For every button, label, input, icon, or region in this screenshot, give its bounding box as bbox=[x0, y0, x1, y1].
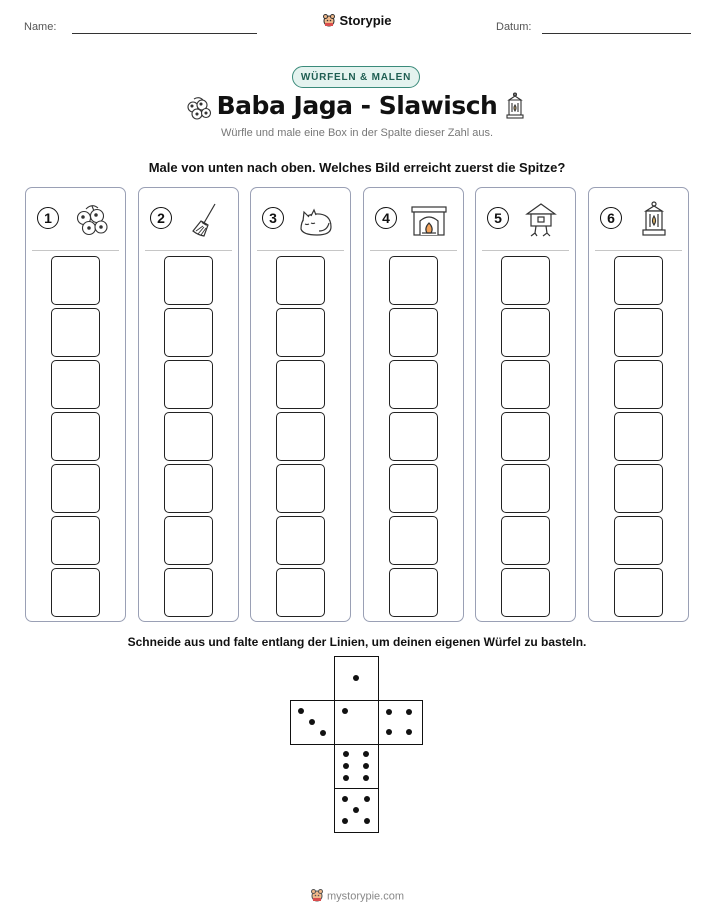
color-box[interactable] bbox=[389, 308, 438, 357]
color-box[interactable] bbox=[614, 308, 663, 357]
color-box[interactable] bbox=[164, 360, 213, 409]
color-box[interactable] bbox=[51, 360, 100, 409]
lantern-icon bbox=[504, 92, 526, 127]
color-box[interactable] bbox=[51, 308, 100, 357]
color-box[interactable] bbox=[389, 256, 438, 305]
storypie-logo-icon bbox=[310, 888, 324, 905]
column-1 bbox=[25, 187, 126, 622]
color-box[interactable] bbox=[501, 516, 550, 565]
color-box[interactable] bbox=[164, 308, 213, 357]
footer-url[interactable]: mystorypie.com bbox=[326, 890, 405, 903]
color-box[interactable] bbox=[276, 360, 325, 409]
brand-name: Storypie bbox=[339, 13, 392, 28]
footer bbox=[0, 888, 714, 905]
brand bbox=[0, 13, 714, 30]
color-box[interactable] bbox=[164, 568, 213, 617]
color-box[interactable] bbox=[389, 568, 438, 617]
dice-face bbox=[290, 700, 335, 745]
column-5 bbox=[475, 187, 576, 622]
column-number: 1 bbox=[37, 207, 59, 229]
color-box[interactable] bbox=[614, 412, 663, 461]
color-box[interactable] bbox=[276, 516, 325, 565]
page-title: Baba Jaga - Slawisch bbox=[216, 91, 498, 120]
color-box[interactable] bbox=[614, 568, 663, 617]
column-divider bbox=[370, 250, 457, 251]
color-box[interactable] bbox=[164, 412, 213, 461]
column-number: 2 bbox=[150, 207, 172, 229]
color-box[interactable] bbox=[501, 256, 550, 305]
subtitle: Würfle und male eine Box in der Spalte dieser Zahl aus. bbox=[220, 127, 494, 139]
color-box[interactable] bbox=[614, 360, 663, 409]
column-number: 3 bbox=[262, 207, 284, 229]
color-box[interactable] bbox=[501, 464, 550, 513]
color-box[interactable] bbox=[164, 256, 213, 305]
color-box[interactable] bbox=[389, 516, 438, 565]
color-box[interactable] bbox=[164, 464, 213, 513]
column-number: 6 bbox=[600, 207, 622, 229]
column-divider bbox=[595, 250, 682, 251]
column-3 bbox=[250, 187, 351, 622]
instruction: Male von unten nach oben. Welches Bild erreicht zuerst die Spitze? bbox=[148, 160, 566, 175]
dice-face bbox=[334, 788, 379, 833]
column-divider bbox=[482, 250, 569, 251]
column-divider bbox=[145, 250, 232, 251]
color-box[interactable] bbox=[51, 516, 100, 565]
color-box[interactable] bbox=[276, 256, 325, 305]
color-box[interactable] bbox=[501, 308, 550, 357]
color-box[interactable] bbox=[501, 568, 550, 617]
date-label: Datum: bbox=[496, 21, 532, 33]
color-box[interactable] bbox=[51, 568, 100, 617]
lantern-icon bbox=[635, 201, 673, 239]
chicken-leg-hut-icon bbox=[522, 201, 560, 239]
color-box[interactable] bbox=[276, 308, 325, 357]
berries-icon bbox=[72, 201, 110, 239]
dice-face bbox=[378, 700, 423, 745]
color-box[interactable] bbox=[501, 360, 550, 409]
color-box[interactable] bbox=[51, 412, 100, 461]
column-number: 5 bbox=[487, 207, 509, 229]
color-box[interactable] bbox=[389, 464, 438, 513]
column-number: 4 bbox=[375, 207, 397, 229]
color-box[interactable] bbox=[276, 568, 325, 617]
color-box[interactable] bbox=[614, 464, 663, 513]
date-line[interactable] bbox=[542, 33, 691, 34]
color-box[interactable] bbox=[51, 256, 100, 305]
cut-instruction: Schneide aus und falte entlang der Linien, um deinen eigenen Würfel zu basteln. bbox=[127, 635, 587, 649]
column-6 bbox=[588, 187, 689, 622]
dice-face bbox=[334, 700, 379, 745]
color-box[interactable] bbox=[389, 360, 438, 409]
column-2 bbox=[138, 187, 239, 622]
color-box[interactable] bbox=[389, 412, 438, 461]
broom-icon bbox=[185, 201, 223, 239]
color-box[interactable] bbox=[276, 464, 325, 513]
color-box[interactable] bbox=[164, 516, 213, 565]
color-box[interactable] bbox=[276, 412, 325, 461]
color-box[interactable] bbox=[614, 516, 663, 565]
column-divider bbox=[257, 250, 344, 251]
color-box[interactable] bbox=[51, 464, 100, 513]
color-box[interactable] bbox=[501, 412, 550, 461]
column-4 bbox=[363, 187, 464, 622]
category-badge: WÜRFELN & MALEN bbox=[292, 66, 420, 88]
column-divider bbox=[32, 250, 119, 251]
dice-face bbox=[334, 744, 379, 789]
fireplace-icon bbox=[410, 201, 448, 239]
color-box[interactable] bbox=[614, 256, 663, 305]
storypie-logo-icon bbox=[322, 13, 336, 30]
dice-face bbox=[334, 656, 379, 701]
sleeping-cat-icon bbox=[297, 201, 335, 239]
name-label: Name: bbox=[24, 21, 57, 33]
name-line[interactable] bbox=[72, 33, 257, 34]
